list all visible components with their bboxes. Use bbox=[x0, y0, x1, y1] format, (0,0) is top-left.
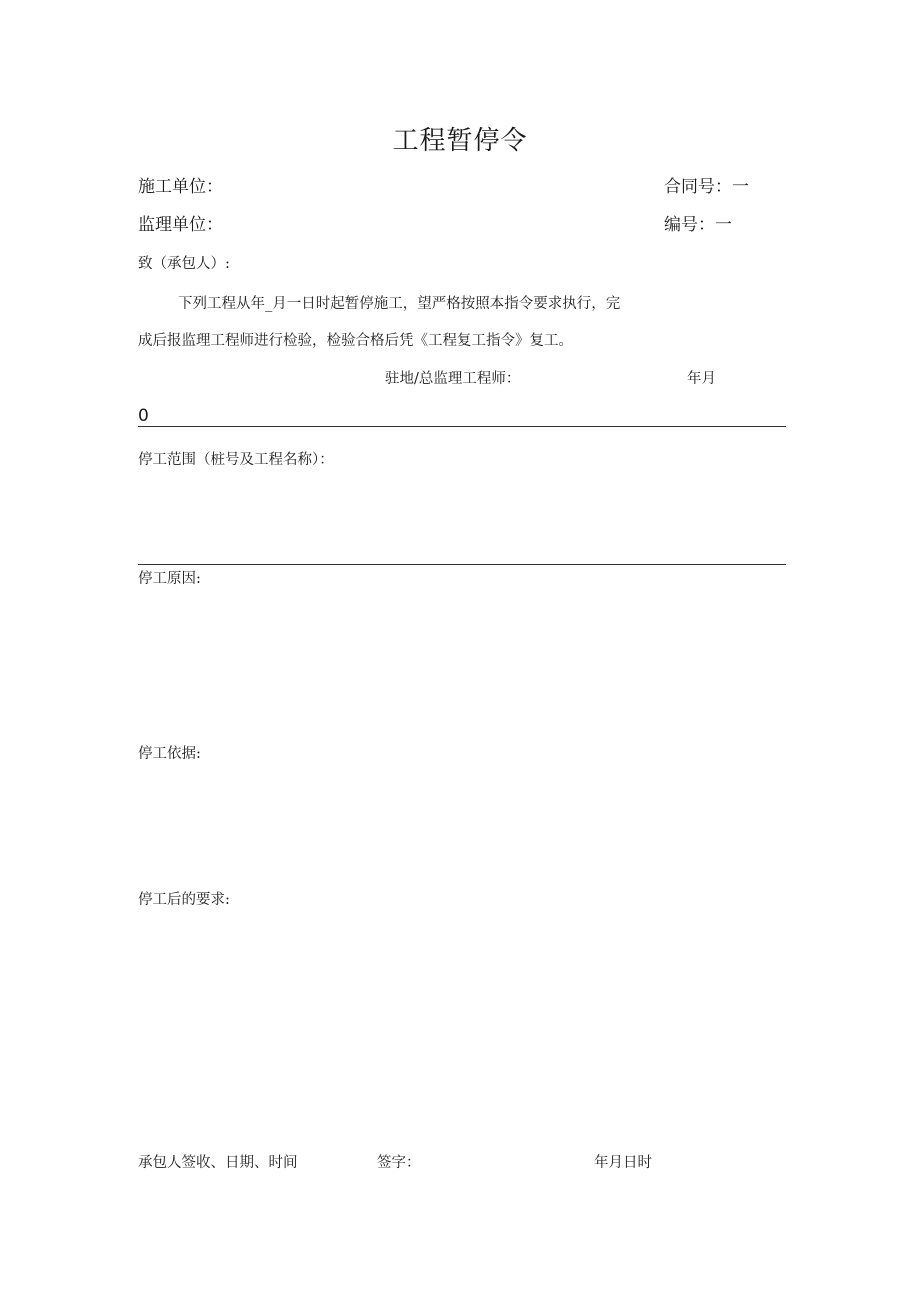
section-divider-scope bbox=[138, 564, 786, 565]
addressee-line: 致（承包人）: bbox=[138, 256, 230, 272]
supervision-unit-label: 监理单位： bbox=[138, 215, 223, 235]
sign-label: 签字： bbox=[377, 1155, 421, 1171]
stop-reason-label: 停工原因: bbox=[138, 571, 201, 587]
stop-basis-label: 停工依据: bbox=[138, 746, 201, 762]
engineer-signature-label: 驻地/总监理工程师： bbox=[385, 371, 521, 387]
zero-mark: 0 bbox=[138, 406, 149, 426]
section-divider-top bbox=[138, 426, 786, 427]
contract-no-label: 合同号：一 bbox=[664, 177, 749, 197]
post-stop-requirements-label: 停工后的要求: bbox=[138, 892, 230, 908]
page-title: 工程暂停令 bbox=[392, 126, 528, 156]
receipt-label: 承包人签收、日期、时间 bbox=[138, 1155, 298, 1171]
engineer-date-label: 年月 bbox=[687, 371, 716, 387]
receipt-date-label: 年月日时 bbox=[594, 1155, 652, 1171]
serial-no-label: 编号：一 bbox=[664, 215, 732, 235]
body-text-line-1: 下列工程从年_月一日时起暂停施工，望严格按照本指令要求执行，完 bbox=[178, 296, 621, 312]
stop-scope-label: 停工范围（桩号及工程名称）： bbox=[138, 452, 334, 468]
body-text-line-2: 成后报监理工程师进行检验，检验合格后凭《工程复工指令》复工。 bbox=[138, 333, 573, 349]
contractor-unit-label: 施工单位： bbox=[138, 177, 223, 197]
